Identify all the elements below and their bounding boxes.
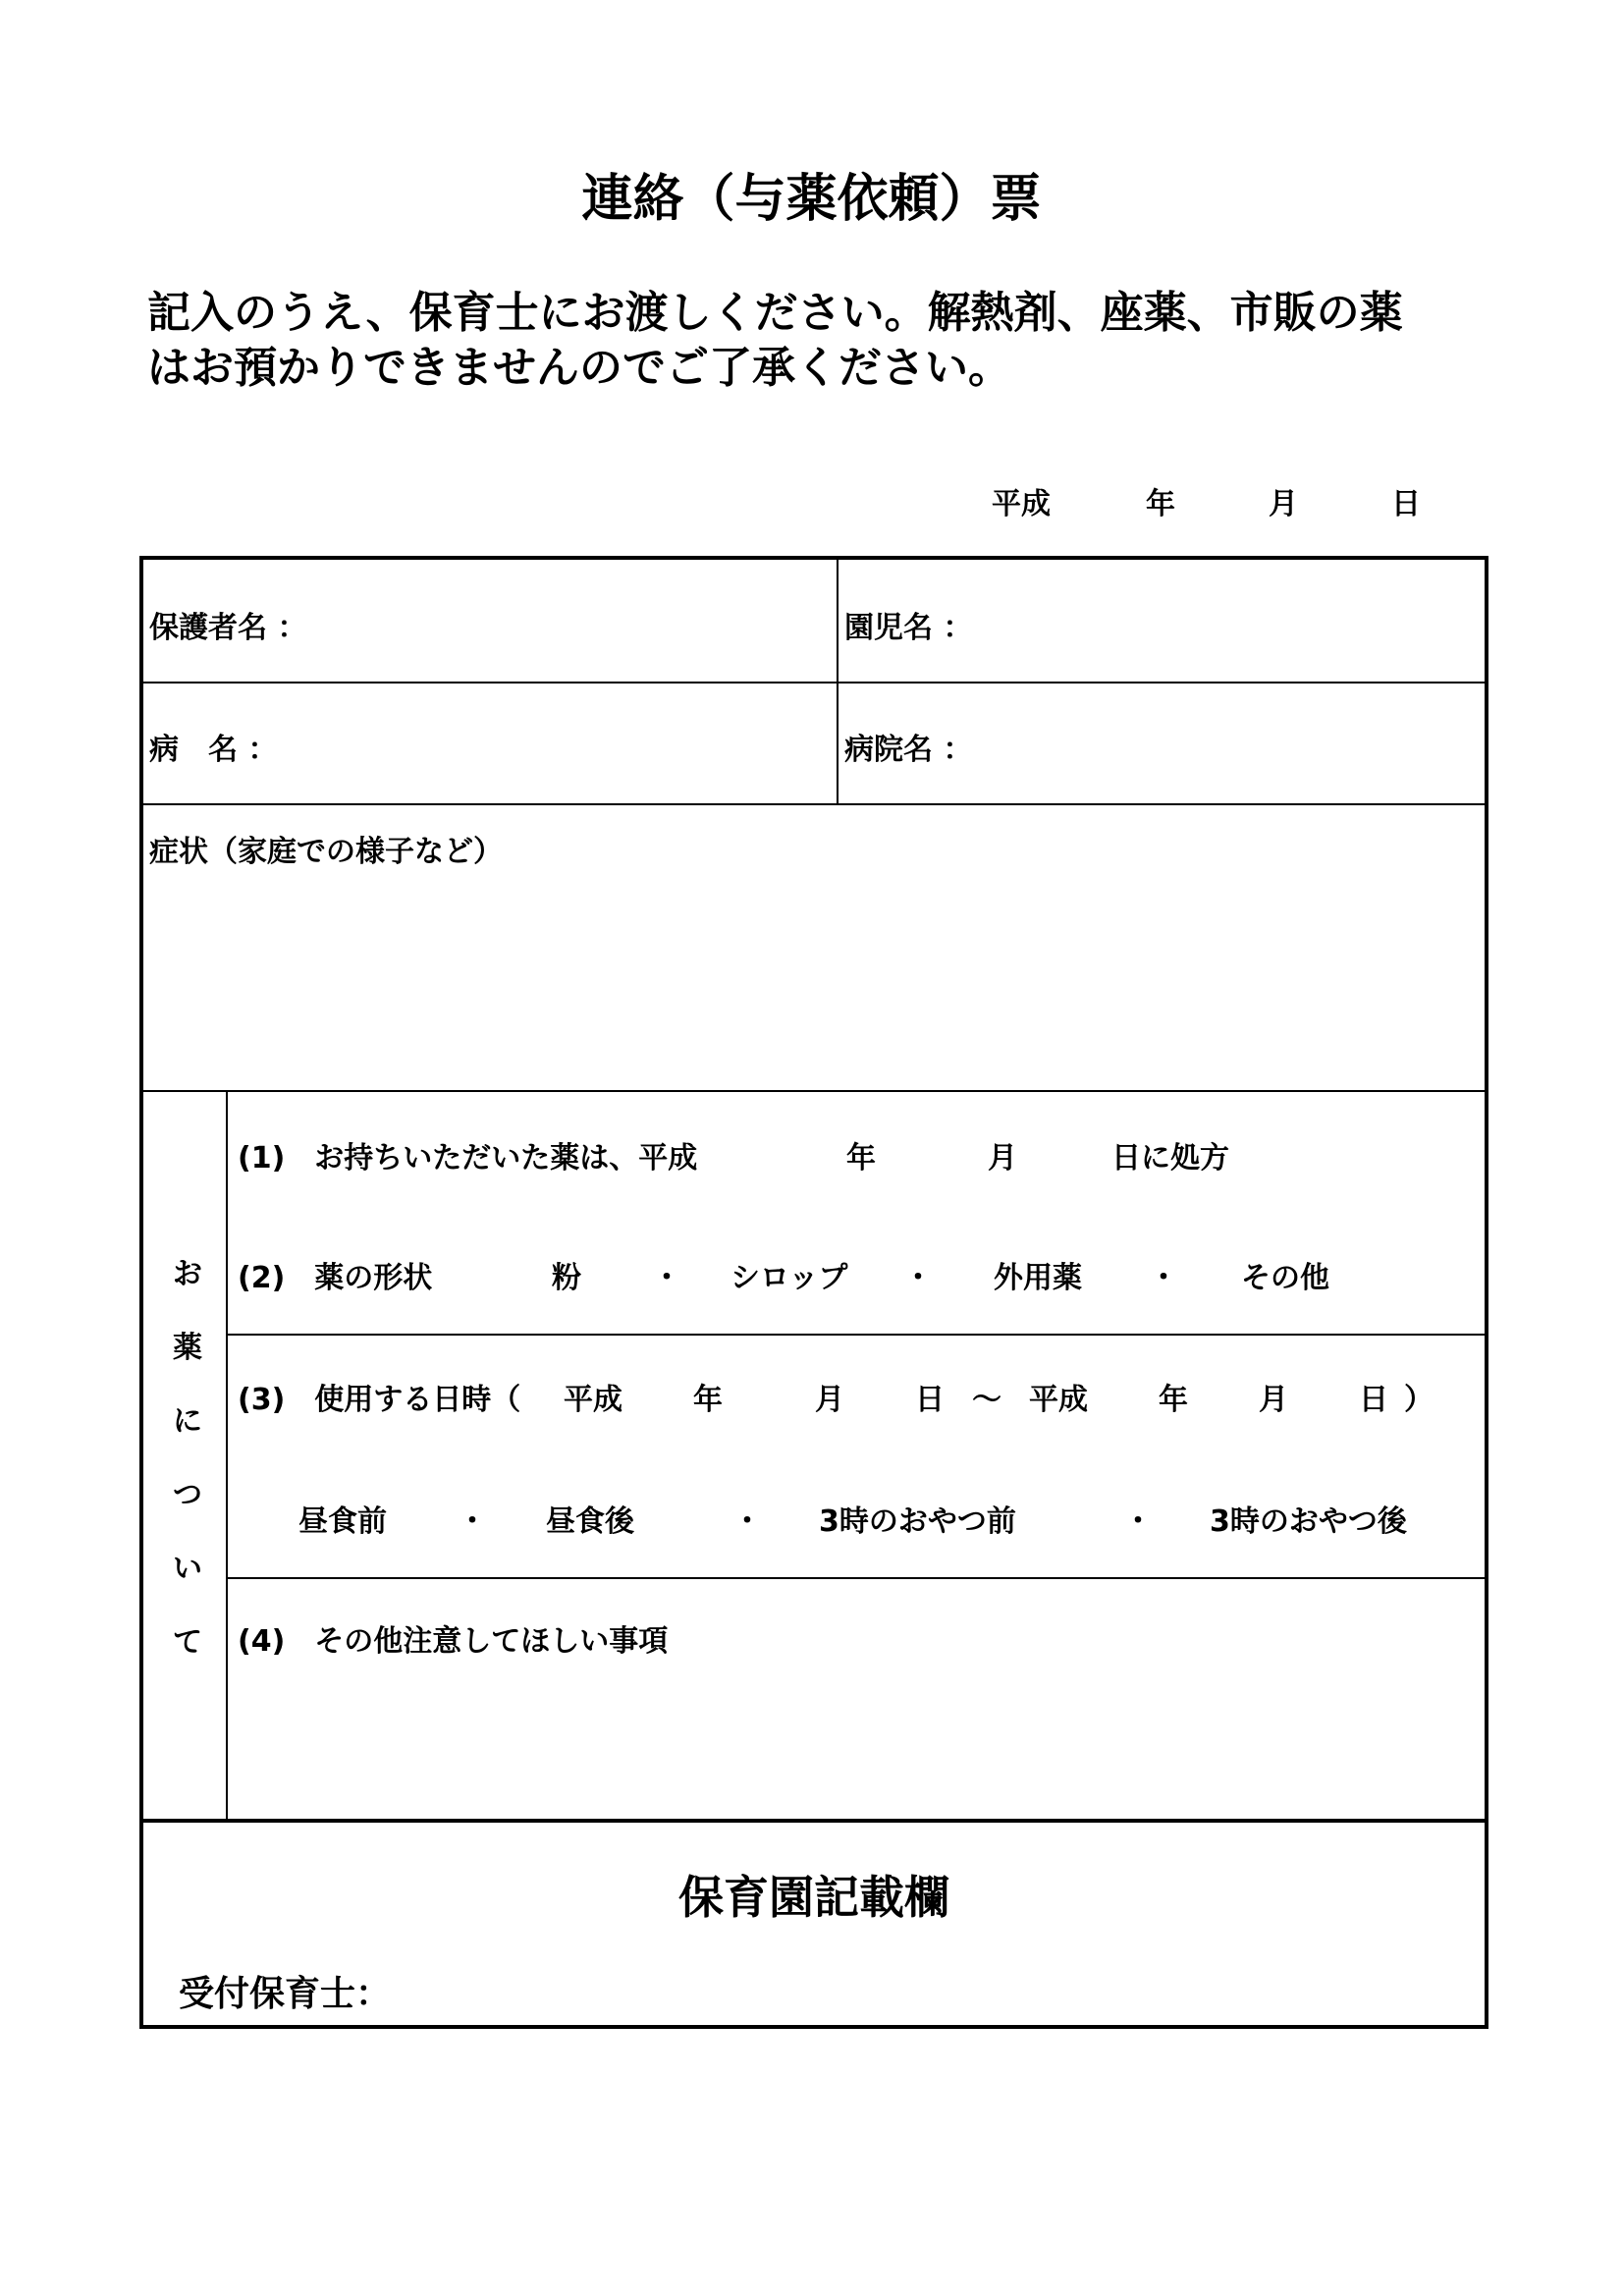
instructions-line-2: はお預かりできませんのでご了承ください。 bbox=[147, 343, 1011, 393]
instructions-line-1: 記入のうえ、保育士にお渡しください。解熱剤、座薬、市販の薬 bbox=[147, 288, 1403, 338]
q1-month[interactable]: 月 bbox=[988, 1141, 1017, 1175]
q3-start-day[interactable]: 日 bbox=[915, 1383, 945, 1417]
medicine-label-char: に bbox=[173, 1404, 202, 1439]
q1-day-prescribed[interactable]: 日に処方 bbox=[1111, 1141, 1229, 1175]
nursery-section-title: 保育園記載欄 bbox=[678, 1871, 949, 1924]
medicine-label-char: つ bbox=[173, 1478, 202, 1512]
divider-medicine-column bbox=[226, 1090, 228, 1819]
medicine-label-char: て bbox=[173, 1625, 202, 1660]
q2-separator: ・ bbox=[1149, 1261, 1178, 1295]
medicine-label-char: い bbox=[173, 1552, 202, 1586]
divider-row-1 bbox=[143, 682, 1485, 683]
date-month: 月 bbox=[1269, 487, 1298, 521]
q3-end-year[interactable]: 年 bbox=[1159, 1383, 1188, 1417]
q1-year[interactable]: 年 bbox=[846, 1141, 876, 1175]
q4-other-notes-field[interactable]: (4) その他注意してほしい事項 bbox=[238, 1624, 669, 1659]
medicine-label-char: 薬 bbox=[173, 1331, 202, 1365]
medication-request-form bbox=[139, 556, 1488, 2029]
q3-time-before-snack[interactable]: 3時のおやつ前 bbox=[819, 1504, 1016, 1539]
q3-label: (3) 使用する日時（ bbox=[238, 1383, 521, 1417]
q3-time-after-lunch[interactable]: 昼食後 bbox=[546, 1504, 634, 1539]
q3-separator: ・ bbox=[1123, 1504, 1153, 1539]
child-name-field[interactable]: 園児名 ： bbox=[844, 611, 973, 645]
date-year: 年 bbox=[1146, 487, 1175, 521]
q3-separator: ・ bbox=[732, 1504, 762, 1539]
q3-close-paren: ） bbox=[1404, 1383, 1434, 1417]
divider-symptoms bbox=[143, 1090, 1485, 1092]
q2-separator: ・ bbox=[652, 1261, 681, 1295]
hospital-name-field[interactable]: 病院名 ： bbox=[844, 733, 973, 767]
guardian-name-field[interactable]: 保護者名 ： bbox=[149, 611, 307, 645]
divider-nursery-section bbox=[143, 1819, 1485, 1823]
q2-option-syrup[interactable]: シロップ bbox=[730, 1261, 848, 1295]
medicine-label-char: お bbox=[173, 1257, 202, 1291]
divider-q2-q3 bbox=[228, 1334, 1485, 1336]
page-title: 連絡（与薬依頼）票 bbox=[581, 170, 1042, 229]
divider-q3-q4 bbox=[228, 1577, 1485, 1579]
medicine-section-label bbox=[173, 1237, 202, 1679]
disease-name-field[interactable]: 病 名 ： bbox=[149, 733, 278, 767]
q3-range-tilde: ～ bbox=[972, 1383, 1001, 1417]
q3-start-era: 平成 bbox=[564, 1383, 622, 1417]
q3-end-era: 平成 bbox=[1029, 1383, 1088, 1417]
reception-staff-field[interactable]: 受付保育士： bbox=[179, 1974, 392, 2014]
q2-label: (2) 薬の形状 bbox=[238, 1261, 433, 1295]
date-day: 日 bbox=[1391, 487, 1421, 521]
q2-option-powder[interactable]: 粉 bbox=[552, 1261, 581, 1295]
divider-row-2 bbox=[143, 803, 1485, 805]
q1-label: (1) お持ちいただいた薬は、平成 bbox=[238, 1141, 698, 1175]
q2-option-other[interactable]: その他 bbox=[1241, 1261, 1329, 1295]
q2-option-external[interactable]: 外用薬 bbox=[994, 1261, 1082, 1295]
q3-end-month[interactable]: 月 bbox=[1259, 1383, 1288, 1417]
q3-time-after-snack[interactable]: 3時のおやつ後 bbox=[1210, 1504, 1407, 1539]
q3-time-before-lunch[interactable]: 昼食前 bbox=[298, 1504, 387, 1539]
q3-end-day[interactable]: 日 bbox=[1359, 1383, 1388, 1417]
q3-separator: ・ bbox=[458, 1504, 487, 1539]
q3-start-year[interactable]: 年 bbox=[693, 1383, 723, 1417]
q3-start-month[interactable]: 月 bbox=[815, 1383, 844, 1417]
symptoms-field[interactable]: 症状（家庭での様子など） bbox=[149, 835, 503, 869]
divider-column bbox=[837, 560, 839, 803]
q2-separator: ・ bbox=[903, 1261, 933, 1295]
date-era: 平成 bbox=[992, 487, 1051, 521]
